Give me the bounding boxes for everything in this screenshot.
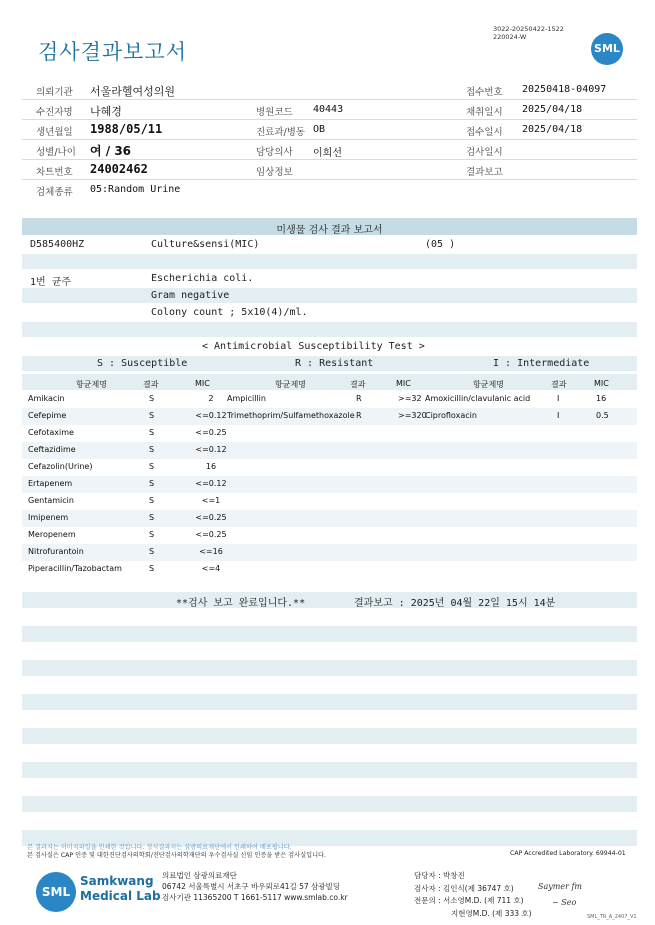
- legend-intermediate: I : Intermediate: [493, 358, 590, 369]
- document-id-line1: 3022-20250422-1522: [493, 25, 564, 33]
- antibiotic-result: S: [149, 428, 155, 437]
- colony-count: Colony count ; 5x10(4)/ml.: [151, 307, 308, 318]
- chart-no-label: 차트번호: [36, 167, 73, 178]
- receipt-date-value: 2025/04/18: [522, 124, 583, 135]
- sex-age-value: 여 / 36: [90, 144, 132, 158]
- name-value: 나혜경: [90, 105, 122, 118]
- antibiotic-name: Gentamicin: [28, 496, 74, 505]
- antibiotic-name: Trimethoprim/Sulfamethoxazole: [227, 411, 355, 420]
- specimen-value: 05:Random Urine: [90, 184, 181, 195]
- gram-stain: Gram negative: [151, 290, 230, 301]
- antibiotic-name: Piperacillin/Tazobactam: [28, 564, 122, 573]
- antibiotic-mic: <=0.25: [195, 428, 227, 437]
- band: [22, 254, 637, 269]
- antibiotic-name: Amoxicillin/clavulanic acid: [425, 394, 531, 403]
- antibiotic-result: S: [149, 462, 155, 471]
- info-row-sex-age: [22, 140, 637, 160]
- antibiotic-result: S: [149, 479, 155, 488]
- form-code: SML_TR_A_2407_V1: [587, 914, 637, 920]
- table-row-stripe: [22, 544, 637, 561]
- info-row-specimen: [22, 180, 637, 200]
- empty-row-band: [22, 626, 637, 642]
- footer-note-image: 본 결과지는 이미지파일을 인쇄한 것입니다. 정식결과지는 삼광의료재단에서 인쇄하여 배포됩니다.: [27, 844, 292, 851]
- antibiotic-mic: 16: [205, 462, 217, 471]
- antibiotic-result: S: [149, 530, 155, 539]
- organism-name: Escherichia coli.: [151, 273, 254, 284]
- section-title: 미생물 검사 결과 보고서: [276, 225, 383, 236]
- col-header-drug: 항균제명: [76, 380, 107, 389]
- sml-logo-icon: SML: [591, 33, 623, 65]
- antibiotic-mic: <=4: [201, 564, 221, 573]
- legend-susceptible: S : Susceptible: [97, 358, 188, 369]
- col-header-mic: MIC: [396, 379, 411, 388]
- name-label: 수진자명: [36, 107, 73, 118]
- antibiotic-name: Meropenem: [28, 530, 76, 539]
- dept-label: 진료과/병동: [256, 127, 306, 138]
- band: [22, 322, 637, 337]
- collect-date-value: 2025/04/18: [522, 104, 583, 115]
- antibiotic-mic: >=32: [398, 394, 422, 403]
- antibiotic-mic: <=0.12: [195, 411, 227, 420]
- collect-date-label: 채취일시: [466, 107, 503, 118]
- antibiotic-mic: <=0.25: [195, 530, 227, 539]
- empty-row-band: [22, 762, 637, 778]
- antibiotic-result: I: [557, 411, 560, 420]
- hospital-code-label: 병원코드: [256, 107, 293, 118]
- dept-value: OB: [313, 124, 326, 135]
- col-header-result: 결과: [143, 380, 159, 389]
- birth-value: 1988/05/11: [90, 122, 163, 136]
- empty-row-band: [22, 728, 637, 744]
- doctor-value: 이희선: [313, 148, 342, 159]
- staff-tester: 검사자 : 김인식(제 36747 호): [414, 883, 514, 893]
- antibiotic-mic: 0.5: [596, 411, 609, 420]
- staff-list: [414, 870, 532, 920]
- empty-row-band: [22, 660, 637, 676]
- antibiotic-name: Ampicillin: [227, 394, 266, 403]
- lab-address: [162, 870, 348, 903]
- antibiotic-mic: <=0.25: [195, 513, 227, 522]
- test-count: (05 ): [425, 239, 456, 250]
- completion-message: **검사 보고 완료입니다.**: [176, 598, 306, 609]
- staff-specialist2: 지현영M.D. (제 333 호): [451, 908, 532, 918]
- test-code: D585400HZ: [30, 239, 85, 250]
- info-row-name: [22, 100, 637, 120]
- hospital-code-value: 40443: [313, 104, 344, 115]
- info-row-chart: [22, 160, 637, 180]
- footer-note-cap: 본 검사실은 CAP 인증 및 대한진단검사의학회/진단검사의학재단의 우수검사실 신임 인증을 받은 검사실입니다.: [27, 852, 326, 859]
- brand-name: [80, 874, 161, 904]
- document-id-line2: 220024-W: [493, 33, 527, 41]
- legend-resistant: R : Resistant: [295, 358, 374, 369]
- organism-label: 1번 균주: [30, 277, 72, 288]
- antibiotic-mic: 16: [596, 394, 607, 403]
- table-row-stripe: [22, 510, 637, 527]
- doctor-label: 담당의사: [256, 147, 293, 158]
- lab-name: 의료법인 삼광의료재단: [162, 871, 237, 880]
- antibiotic-mic: <=1: [201, 496, 221, 505]
- antibiotic-mic: 2: [208, 394, 214, 403]
- sex-age-label: 성별/나이: [36, 147, 76, 158]
- table-row-stripe: [22, 442, 637, 459]
- report-time: 결과보고 : 2025년 04월 22일 15시 14분: [354, 598, 556, 609]
- antibiotic-mic: <=0.12: [195, 445, 227, 454]
- table-row-stripe: [22, 476, 637, 493]
- lab-contact: 검사기관 11365200 T 1661-5117 www.smlab.co.kr: [162, 893, 348, 902]
- antibiotic-name: Cefotaxime: [28, 428, 74, 437]
- antibiotic-result: S: [149, 411, 155, 420]
- antibiotic-name: Ertapenem: [28, 479, 73, 488]
- clinical-label: 임상정보: [256, 167, 293, 178]
- lab-street: 06742 서울특별시 서초구 바우뫼로41길 57 삼광빌딩: [162, 882, 341, 891]
- col-header-mic: MIC: [594, 379, 609, 388]
- receipt-no-label: 접수번호: [466, 87, 503, 98]
- report-label: 결과보고: [466, 167, 503, 178]
- chart-no-value: 24002462: [90, 162, 148, 176]
- col-header-drug: 항균제명: [473, 380, 504, 389]
- signature-tester: Saymer fm: [538, 882, 583, 891]
- report-title: 검사결과보고서: [38, 40, 188, 64]
- antibiotic-mic: <=0.12: [195, 479, 227, 488]
- antibiotic-name: Nitrofurantoin: [28, 547, 84, 556]
- col-header-drug: 항균제명: [275, 380, 306, 389]
- col-header-mic: MIC: [195, 379, 210, 388]
- ast-title: < Antimicrobial Susceptibility Test >: [202, 341, 425, 352]
- brand-line1: Samkwang: [80, 874, 154, 888]
- antibiotic-name: Cefazolin(Urine): [28, 462, 93, 471]
- antibiotic-result: S: [149, 496, 155, 505]
- antibiotic-result: S: [149, 513, 155, 522]
- antibiotic-result: S: [149, 564, 155, 573]
- col-header-result: 결과: [350, 380, 366, 389]
- antibiotic-name: Ceftazidime: [28, 445, 76, 454]
- test-name: Culture&sensi(MIC): [151, 239, 260, 250]
- info-row-birth: [22, 120, 637, 140]
- col-header-result: 결과: [551, 380, 567, 389]
- antibiotic-result: I: [557, 394, 560, 403]
- antibiotic-name: Amikacin: [28, 394, 65, 403]
- cap-accredited: CAP Accredited Laboratory. 69944-01: [510, 850, 626, 857]
- document-id: [493, 25, 564, 41]
- institution-value: 서울라헬여성의원: [90, 85, 176, 98]
- specimen-label: 검체종류: [36, 187, 73, 198]
- antibiotic-name: Cefepime: [28, 411, 67, 420]
- antibiotic-mic: >=320: [398, 411, 427, 420]
- antibiotic-result: S: [149, 445, 155, 454]
- empty-row-band: [22, 694, 637, 710]
- birth-label: 생년월일: [36, 127, 73, 138]
- brand-line2: Medical Lab: [80, 889, 161, 903]
- sml-logo-icon: SML: [36, 872, 76, 912]
- band: [22, 374, 637, 390]
- antibiotic-name: Imipenem: [28, 513, 69, 522]
- staff-manager: 담당자 : 박창진: [414, 871, 465, 880]
- antibiotic-result: R: [356, 411, 362, 420]
- receipt-no-value: 20250418-04097: [522, 84, 607, 95]
- antibiotic-mic: <=16: [199, 547, 223, 556]
- institution-label: 의뢰기관: [36, 87, 73, 98]
- antibiotic-result: S: [149, 394, 155, 403]
- staff-specialist1: 전문의 : 서소영M.D. (제 711 호): [414, 896, 524, 905]
- signature-specialist: ~ Seo: [552, 898, 577, 907]
- antibiotic-result: R: [356, 394, 362, 403]
- empty-row-band: [22, 796, 637, 812]
- info-row-institution: [22, 80, 637, 100]
- receipt-date-label: 접수일시: [466, 127, 503, 138]
- band: [22, 288, 637, 303]
- test-date-label: 검사일시: [466, 147, 503, 158]
- antibiotic-name: Ciprofloxacin: [425, 411, 477, 420]
- antibiotic-result: S: [149, 547, 155, 556]
